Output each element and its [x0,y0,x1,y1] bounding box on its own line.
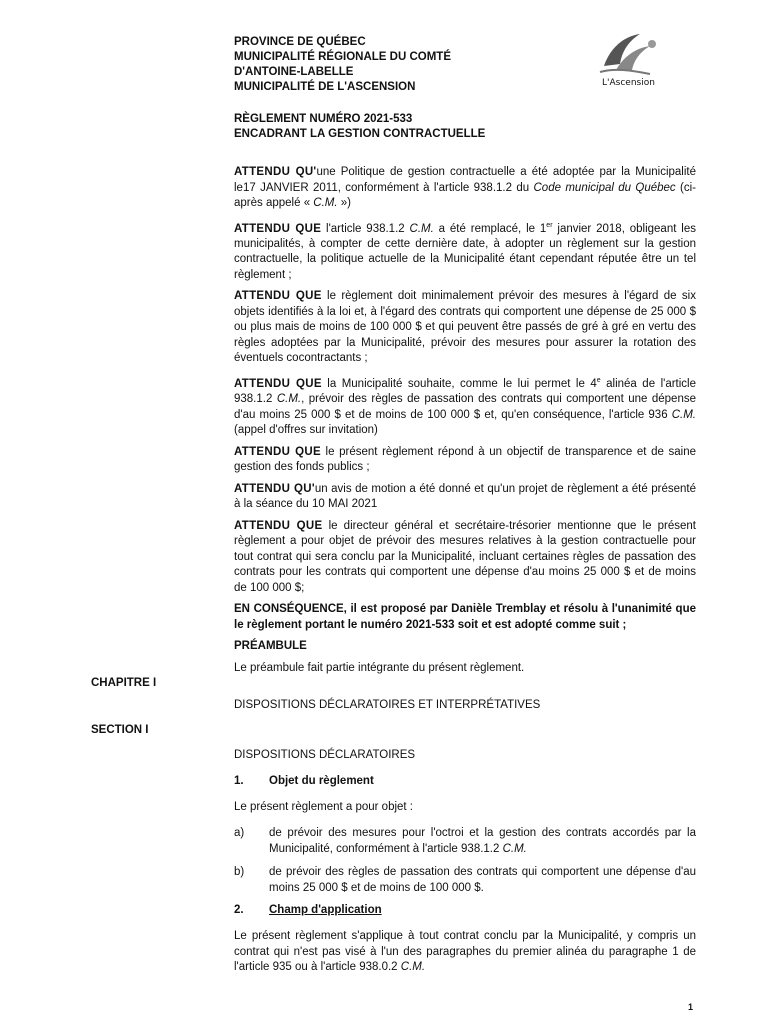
header-line: MUNICIPALITÉ DE L'ASCENSION [234,81,416,93]
whereas-lead: ATTENDU QUE [234,445,321,458]
text: ») [337,197,351,209]
article-2-heading [234,904,382,916]
article-1-intro: Le présent règlement a pour objet : [234,801,414,813]
logo-text: L'Ascension [602,78,655,88]
resolution-paragraph: EN CONSÉQUENCE, il est proposé par Danièle Tremblay et résolu à l'unanimité que le règlement portant le numéro 2021-533 soit et est adopté comme suit ; [234,603,696,631]
whereas-lead: ATTENDU QU' [234,166,317,178]
superscript: er [546,221,553,229]
article-2-text [234,929,696,976]
whereas-paragraph [234,519,696,597]
text: Le présent règlement s'applique à tout contrat conclu par la Municipalité, y compris un contrat qui n'est pas visé à l'un des paragraphes du premier alinéa du paragraphe 1 de l'article 935 ou à l'article 938.0.2 [234,930,696,973]
chapter-label: CHAPITRE I [91,677,157,689]
italic-text: C.M. [313,197,338,209]
whereas-block [234,165,696,682]
italic-text: C.M. [671,408,696,421]
list-text: de prévoir des règles de passation des contrats qui comportent une dépense d'au moins 25 000 $ et de moins de 100 000 $. [269,866,696,894]
list-label: b) [234,866,245,878]
text: la Municipalité souhaite, comme le lui permet le 4 [321,377,597,390]
text: alinéa de l'article 938.1.2 [234,377,696,406]
italic-text: C.M. [502,842,527,855]
header-line: D'ANTOINE-LABELLE [234,66,354,78]
article-number: 2. [234,904,244,916]
whereas-paragraph [234,373,696,439]
page-number: 1 [688,1002,694,1012]
section-title: DISPOSITIONS DÉCLARATOIRES [234,749,416,761]
text: un avis de motion a été donné et qu'un projet de règlement a été présenté à la séance du 10 MAI 2021 [234,482,696,511]
whereas-paragraph [234,445,696,476]
whereas-lead: ATTENDU QU' [234,482,315,495]
header-line: PROVINCE DE QUÉBEC [234,36,366,48]
text: , prévoir des règles de passation des contrats qui comportent une dépense d'au moins 25 000 $ et de moins de 100 000 $ et, qu'en conséquence, l'article 936 [234,393,696,421]
article-title: Champ d'application [269,904,382,916]
whereas-paragraph [234,289,696,367]
title-line: RÈGLEMENT NUMÉRO 2021-533 [234,113,413,125]
text: le directeur général et secrétaire-trésorier mentionne que le présent règlement a pour objet de prévoir des mesures relatives à la gestion contractuelle pour tout contrat qui sera conclu par la Municipalité, incluant certaines règles de passation des contrats pour les contrats qui comportent une dépense d'au moins 25 000 $ et de moins de 100 000 $; [234,519,696,594]
italic-text: C.M. [276,393,302,406]
logo-swoosh-icon [590,28,680,78]
text: (appel d'offres sur invitation) [234,424,378,437]
text: de prévoir des mesures pour l'octroi et la gestion des contrats accordés par la Municipalité, conformément à l'article 938.1.2 [269,827,696,855]
bylaw-title [234,112,485,142]
preamble-title: PRÉAMBULE [234,640,307,653]
text: a été remplacé, le 1 [433,222,547,235]
superscript: e [596,376,601,384]
article-1-heading [234,775,374,787]
header-block [234,35,451,95]
italic-text: Code municipal du Québec [533,181,676,194]
text: janvier 2018, obligeant les municipalités, à compter de cette dernière date, à adopter un règlement sur la gestion contractuelle, la politique actuelle de la Municipalité étant cependant réputée être un tel règlement ; [234,222,696,281]
title-line: ENCADRANT LA GESTION CONTRACTUELLE [234,128,486,140]
list-label: a) [234,827,245,839]
italic-text: C.M. [400,961,426,973]
whereas-lead: ATTENDU QUE [234,222,322,235]
section-label: SECTION I [91,724,149,736]
whereas-lead: ATTENDU QUE [234,290,322,303]
italic-text: C.M. [409,222,434,235]
article-number: 1. [234,775,244,787]
whereas-lead: ATTENDU QUE [234,377,322,390]
text: (ci-après appelé « [234,181,696,209]
whereas-paragraph [234,482,696,513]
chapter-title: DISPOSITIONS DÉCLARATOIRES ET INTERPRÉTATIVES [234,699,541,711]
header-line: MUNICIPALITÉ RÉGIONALE DU COMTÉ [234,51,452,63]
whereas-paragraph [234,218,696,284]
preamble-text: Le préambule fait partie intégrante du présent règlement. [234,661,525,674]
municipality-logo [590,28,680,94]
whereas-paragraph [234,165,696,212]
article-title: Objet du règlement [269,775,374,787]
list-text [269,826,696,857]
text: le présent règlement répond à un objectif de transparence et de saine gestion des fonds publics ; [234,445,696,474]
text: l'article 938.1.2 [321,222,410,235]
text: le règlement doit minimalement prévoir des mesures à l'égard de six objets identifiés à la loi et, à l'égard des contrats qui comportent une dépense de 25 000 $ ou plus mais de moins de 100 000 $ et qui peuvent être passés de gré à gré en vertu des règles adoptées par la Municipalité, prévoir des mesures pour assurer la rotation des éventuels cocontractants ; [234,290,696,365]
text: une Politique de gestion contractuelle a été adoptée par la Municipalité le17 JANVIER 2011, conformément à l'article 938.1.2 du [234,166,696,194]
whereas-lead: ATTENDU QUE [234,519,323,532]
